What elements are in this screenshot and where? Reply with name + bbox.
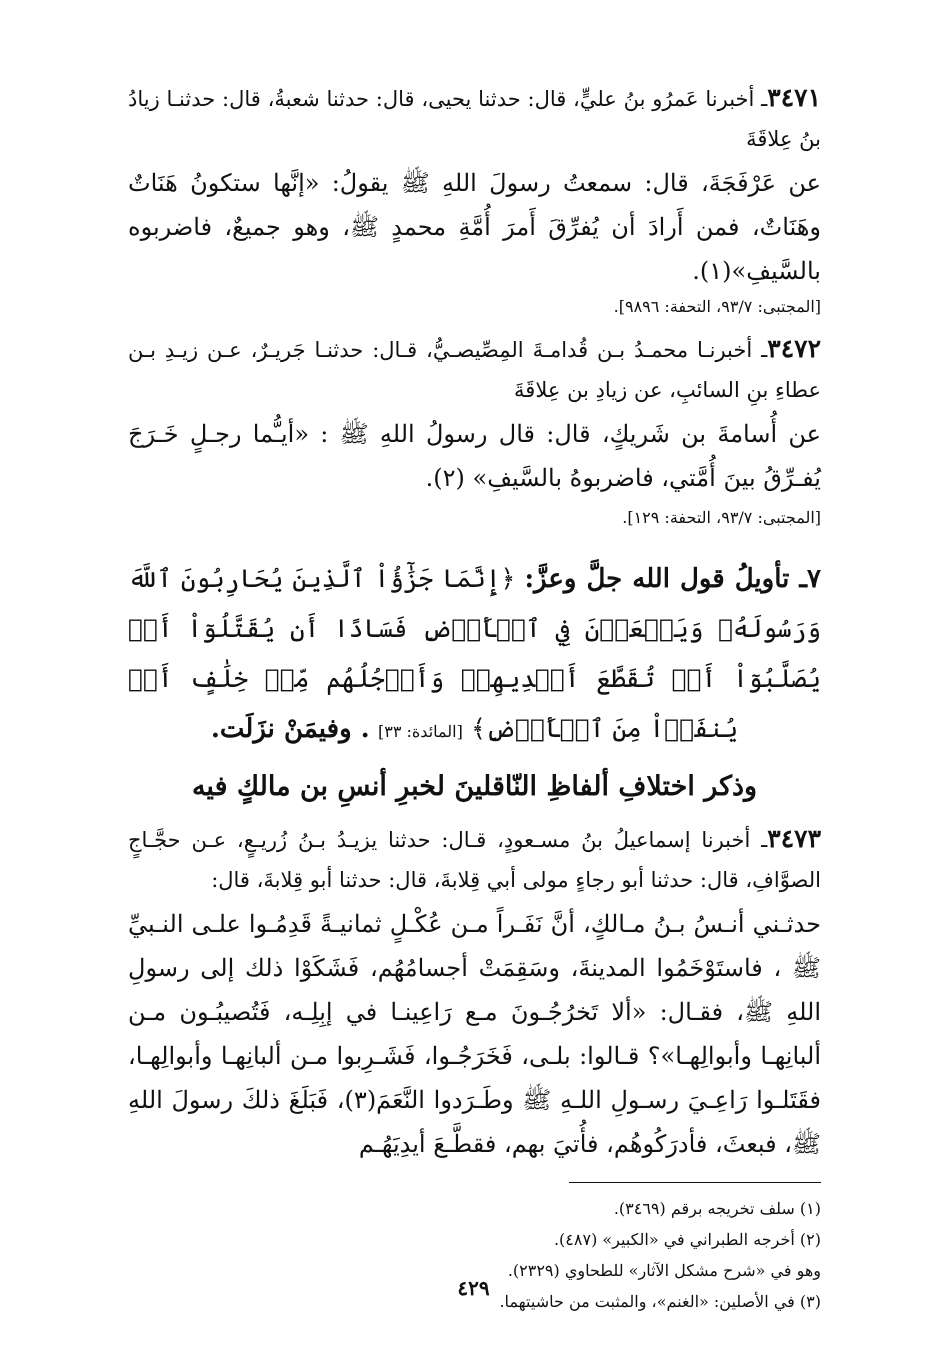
hadith-3471 [128, 78, 821, 321]
hadith-reference: [المجتبى: ٩٣/٧، التحفة: ٩٨٩٦]. [613, 297, 821, 316]
chapter-subheading: وذكر اختلافِ ألفاظِ النّاقلينَ لخبرِ أنسِ بن مالكٍ فيه [191, 771, 758, 802]
hadith-isnad [128, 78, 821, 159]
footnote-2: (٢) أخرجه الطبراني في «الكبير» (٤٨٧). [553, 1230, 821, 1249]
chapter-tail: . وفيمَنْ نزَلَت. [210, 714, 370, 744]
isnad-text: ـ أخبرنا إسماعيلُ بنُ مسـعودٍ، قـال: حدثنا يزيـدُ بـنُ زُريـعٍ، عـن حجَّـاجٍ الصوَّافِ، قال: حدثنا أبو رجاءٍ مولى أبي قِلابةَ، قال: حدثنا أبو قِلابةَ، قال: [128, 828, 821, 892]
hadith-reference: [المجتبى: ٩٣/٧، التحفة: ١٢٩]. [622, 508, 821, 527]
footnote-3: (٣) في الأصلين: «الغنم»، والمثبت من حاشيتهما. [499, 1292, 821, 1311]
footnote-2-continued: وهو في «شرح مشكل الآثار» للطحاوي (٢٣٢٩). [507, 1261, 821, 1280]
hadith-isnad [128, 329, 821, 410]
hadith-number: ٣٤٧١ [767, 83, 821, 112]
footnote-1: (١) سلف تخريجه برقم (٣٤٦٩). [613, 1199, 821, 1218]
hadith-3472 [128, 329, 821, 532]
isnad-text: ـ أخبرنـا محمـدُ بـن قُدامـةَ المِصِّيصـيُّ، قـال: حدثنـا جَريـرٌ، عـن زيـدِ بـن عطاءِ بنِ السائبِ، عن زيادِ بن عِلاقَةَ [128, 338, 821, 402]
section-spacer [128, 532, 821, 554]
isnad-text: ـ أخبرنا عَمرُو بنُ عليٍّ، قال: حدثنا يحيى، قال: حدثنا شعبةُ، قال: حدثنـا زيادُ بنُ عِلاقَةَ [128, 87, 821, 151]
chapter-heading [128, 554, 821, 757]
hadith-matn: حدثـني أنـسُ بـنُ مـالكٍ، أنَّ نَفَـراً مـن عُكْـلٍ ثمانيـةً قَدِمُـوا علـى النـبيِّ ﷺ ، فاستَوْخَمُوا المدينةَ، وسَقِمَتْ أجسامُهُم، فَشَكَوْا ذلك إلى رسولِ اللهِ ﷺ، فقـال: «ألا تَخرُجُـونَ مـع رَاعِينـا في إبِلِـه، فَتُصيبُـون مـن ألبانِهـا وأبوالِهـا»؟ قـالوا: بلـى، فَخَرَجُـوا، فَشَـرِبوا مـن ألبانِهـا وأبوالِهـا، فقَتَلـوا رَاعِـيَ رسـولِ اللـهِ ﷺ وطَـرَدوا النَّعَمَ(٣)، فَبَلَغَ ذلكَ رسولَ اللهِ ﷺ، فبعثَ، فأدرَكُوهُم، فأُتيَ بهم، فقطَّـعَ أيدِيَهُـم [128, 910, 821, 1158]
hadith-isnad [128, 819, 821, 900]
footnote-divider [569, 1182, 821, 1183]
hadith-number: ٣٤٧٣ [767, 824, 821, 853]
hadith-3473 [128, 819, 821, 1166]
hadith-matn: عن أُسامةَ بن شَريكٍ، قال: قال رسولُ اللهِ ﷺ : «أيـُّما رجـلٍ خَـرَجَ يُفـرِّقُ بينَ أُمَّتي، فاضربوهُ بالسَّيفِ» (٢). [128, 420, 821, 492]
hadith-matn: عن عَرْفَجَةَ، قال: سمعتُ رسولَ اللهِ ﷺ يقولُ: «إنَّها ستكونُ هَنَاتٌ وهَنَاتٌ، فمن أَرادَ أن يُفرِّقَ أَمرَ أُمَّةِ محمدٍ ﷺ، وهو جميعٌ، فاضربوه بالسَّيفِ»(١). [128, 169, 822, 285]
quran-reference: [المائدة: ٣٣] [378, 722, 463, 741]
quran-verse: ﴿إِنَّمَا جَزَٰٓؤُاْ ٱلَّذِينَ يُحَارِبُونَ ٱللَّهَ وَرَسُولَهُۥ وَيَسۡعَوۡنَ فِي ٱلۡأَرۡضِ فَسَادًا أَن يُقَتَّلُوٓاْ أَوۡ يُصَلَّبُوٓاْ أَوۡ تُقَطَّعَ أَيۡدِيهِمۡ وَأَرۡجُلُهُم مِّنۡ خِلَٰفٍ أَوۡ يُنفَوۡاْ مِنَ ٱلۡأَرۡضِ﴾ [128, 564, 821, 743]
page-number: ٤٢٩ [457, 1276, 490, 1300]
hadith-number: ٣٤٧٢ [767, 334, 821, 363]
chapter-title: ٧ـ تأويلُ قول الله جلَّ وعزَّ: [524, 564, 821, 594]
